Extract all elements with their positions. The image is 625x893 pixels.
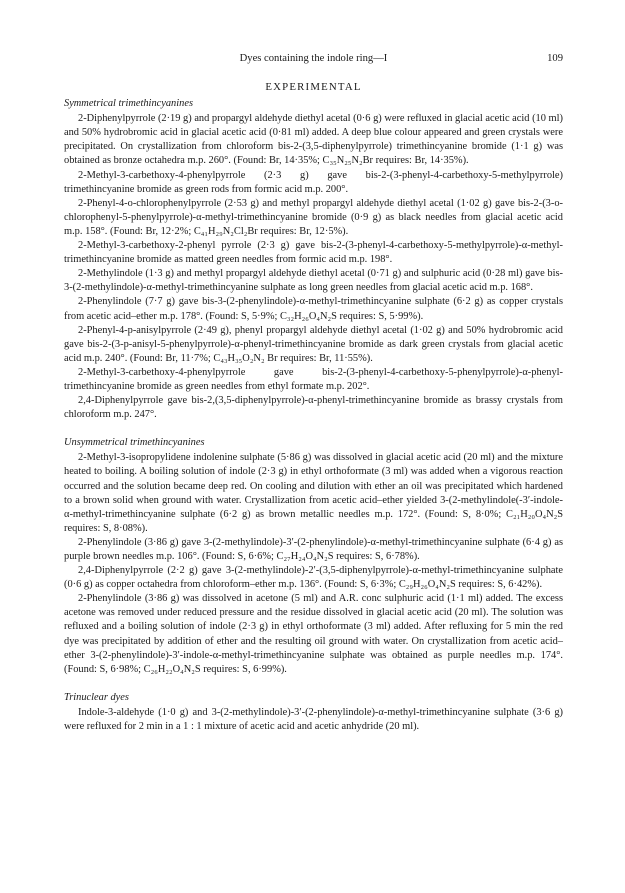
running-head (64, 52, 563, 68)
paragraph: 2-Methyl-3-isopropylidene indolenine sulphate (5·86 g) was dissolved in glacial acetic acid (20 ml) and the mixture heated to boiling. A boiling solution of indole (2·3 g) in ethyl orthoformate (3 ml) was added when a vigorous reaction occurred and the solution became deep red. On cooling and dilution with ether an oil was precipitated which hardened to a brown solid when ground with water. Crystallization from acetic acid–ether yielded 3-(2-methylindole(-3′-indole-α-methyl-trimethincyanine sulphate (6·2 g) as brown metallic needles m.p. 172°. (Found: S, 8·0%; C₂₁H₂₀O₄N₂S requires: S, 8·08%). (64, 452, 563, 534)
paragraph: 2-Phenylindole (7·7 g) gave bis-3-(2-phenylindole)-α-methyl-trimethincyanine sulphate (6·2 g) as copper crystals from acetic acid–ether m.p. 178°. (Found: S, 5·9%; C₃₂H₂₆O₄N₂S requires: S, 5·99%). (64, 296, 563, 322)
paragraph: 2-Methylindole (1·3 g) and methyl propargyl aldehyde diethyl acetal (0·71 g) and sulphuric acid (0·28 ml) gave bis-3-(2-methylindole)-α-methyl-trimethincyanine sulphate as long green needles from glacial acetic acid m.p. 168°. (64, 268, 563, 294)
subsection-heading-unsymmetrical: Unsymmetrical trimethincyanines (64, 437, 205, 449)
paragraph: 2-Diphenylpyrrole (2·19 g) and propargyl aldehyde diethyl acetal (0·6 g) were refluxed in glacial acetic acid (10 ml) and 50% hydrobromic acid in glacial acetic acid (0·81 ml) added. A deep blue colour appeared and green crystals were precipitated. On crystallization from chloroform bis-2-(3,5-diphenylpyrrole) trimethincyanine bromide (1·1 g) was obtained as bronze octahedra m.p. 260°. (Found: Br, 14·35%; C₃₅N₂₅N₂Br requires: Br, 14·35%). (64, 113, 563, 167)
paragraph: 2-Methyl-3-carbethoxy-2-phenyl pyrrole (2·3 g) gave bis-2-(3-phenyl-4-carbethoxy-5-methylpyrrole)-α-methyl-trimethincyanine bromide as matted green needles from formic acid m.p. 198°. (64, 240, 563, 266)
paragraph: 2,4-Diphenylpyrrole gave bis-2,(3,5-diphenylpyrrole)-α-phenyl-trimethincyanine bromide as brassy crystals from chloroform m.p. 247°. (64, 395, 563, 421)
paragraph: 2-Phenylindole (3·86 g) was dissolved in acetone (5 ml) and A.R. conc sulphuric acid (1·1 ml) added. The excess acetone was removed under reduced pressure and the residue dissolved in glacial acetic acid (20 ml). The solution was refluxed and a boiling solution of indole (2·3 g) in ethyl orthoformate (3 ml) added. After refluxing for 5 min the red dye was precipitated by addition of ether and the resulting oil ground with water. On crystallization from acetic acid–ether 3-(2-phenylindole)-3′-indole-α-methyl-trimethincyanine sulphate was obtained as purple needles m.p. 174°. (Found: S, 6·98%; C₂₆H₂₂O₄N₂S requires: S, 6·99%). (64, 593, 563, 675)
paragraph: 2-Methyl-3-carbethoxy-4-phenylpyrrole gave bis-2-(3-phenyl-4-carbethoxy-5-phenylpyrrole)-α-phenyl-trimethincyanine bromide as green needles from ethyl formate m.p. 202°. (64, 366, 563, 392)
subsection-heading-trinuclear: Trinuclear dyes (64, 691, 129, 703)
paragraph: Indole-3-aldehyde (1·0 g) and 3-(2-methylindole)-3′-(2-phenylindole)-α-methyl-trimethincyanine sulphate (3·6 g) were refluxed for 2 min in a 1 : 1 mixture of acetic acid and acetic anhydride (20 ml). (64, 706, 563, 733)
paragraph: 2-Phenylindole (3·86 g) gave 3-(2-methylindole)-3′-(2-phenylindole)-α-methyl-trimethincyanine sulphate (6·4 g) as purple brown needles m.p. 106°. (Found: S, 6·6%; C₂₇H₂₄O₄N₂S requires: S, 6·78%). (64, 536, 563, 562)
paragraph: 2-Phenyl-4-o-chlorophenylpyrrole (2·53 g) and methyl propargyl aldehyde diethyl acetal (1·02 g) gave bis-2-(3-o-chlorophenyl-5-phenylpyrrole)-α-methyl-trimethincyanine bromide (0·9 g) as black needles from glacial acetic acid m.p. 158°. (Found: Br, 12·2%; C₄₁H₂₉N₂Cl₂Br requires: Br, 12·5%). (64, 197, 563, 237)
paragraph: 2-Methyl-3-carbethoxy-4-phenylpyrrole (2·3 g) gave bis-2-(3-phenyl-4-carbethoxy-5-methylpyrrole) trimethincyanine bromide as green rods from formic acid m.p. 200°. (64, 169, 563, 195)
paragraph: 2,4-Diphenylpyrrole (2·2 g) gave 3-(2-methylindole)-2′-(3,5-diphenylpyrrole)-α-methyl-trimethincyanine sulphate (0·6 g) as copper octahedra from chloroform–ether m.p. 136°. (Found: S, 6·3%; C₂₉H₂₆O₄N₂S requires: S, 6·42%). (64, 565, 563, 591)
page-number: 109 (547, 53, 563, 64)
paragraph: 2-Phenyl-4-p-anisylpyrrole (2·49 g), phenyl propargyl aldehyde diethyl acetal (1·02 g) and 50% hydrobromic acid gave bis-2-(3-p-anisyl-5-phenylpyrrole)-α-phenyl-trimethincyanine bromide as dark green crystals from glacial acetic acid m.p. 240°. (Found: Br, 11·7%; C₄₃H₃₅O₂N₂ Br requires: Br, 11·55%). (64, 324, 563, 364)
subsection-heading-symmetrical: Symmetrical trimethincyanines (64, 98, 193, 110)
section-heading-experimental: EXPERIMENTAL (265, 81, 362, 93)
running-title: Dyes containing the indole ring—I (239, 53, 388, 64)
